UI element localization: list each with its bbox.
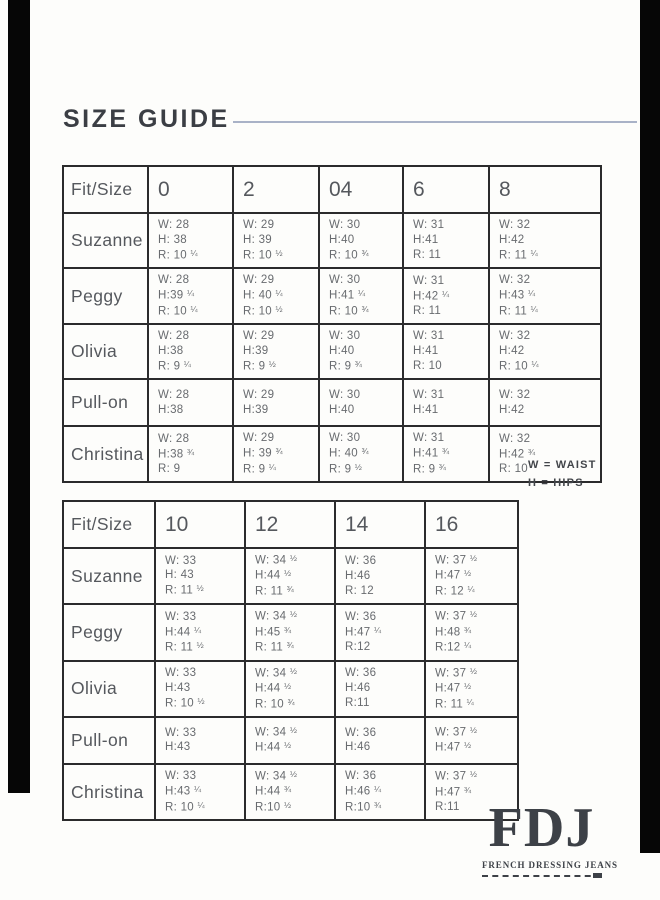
fraction-glyph: ¼ <box>467 583 475 594</box>
fraction-glyph: ¼ <box>194 624 202 635</box>
measurement-cell <box>148 324 233 379</box>
measurement-line: W: 28 <box>158 389 190 401</box>
fraction-glyph: ¾ <box>442 446 450 457</box>
measurement-line: H:41 <box>413 403 439 416</box>
measurement-line: H:42 <box>499 233 525 246</box>
brand-name: FRENCH DRESSING JEANS <box>482 860 618 871</box>
measurement-line: R: 10 $^{\frac{1}{4}}$ <box>165 799 205 814</box>
measurement-line: H:47 $^{\frac{1}{4}}$ <box>345 624 382 639</box>
measurement-line: R: 10 $^{\frac{1}{4}}$ <box>158 247 198 262</box>
measurement-line: W: 30 <box>329 219 361 231</box>
fraction-glyph: ½ <box>284 740 292 751</box>
measurement-line: H:44 $^{\frac{1}{4}}$ <box>165 624 202 638</box>
fit-name-cell: Peggy <box>63 268 148 324</box>
measurement-line: W: 32 <box>499 389 531 401</box>
measurement-line: H:42 $^{\frac{1}{4}}$ <box>413 288 450 302</box>
measurement-cell <box>245 764 335 820</box>
measurement-line: H:41 <box>413 234 439 247</box>
measurement-cell <box>403 426 489 482</box>
measurement-line: R:10 $^{\frac{1}{2}}$ <box>255 799 292 814</box>
table-row <box>63 379 601 426</box>
measurement-cell <box>233 213 319 268</box>
measurement-line: R: 12 $^{\frac{1}{4}}$ <box>435 583 475 598</box>
fraction-glyph: ½ <box>275 247 283 258</box>
fraction-glyph: ¾ <box>464 624 472 635</box>
measurement-line: R: 9 <box>158 463 181 476</box>
fraction-glyph: ½ <box>289 609 297 620</box>
measurement-line: R: 11 $^{\frac{3}{4}}$ <box>255 583 294 598</box>
measurement-line: W: 37 $^{\frac{1}{2}}$ <box>435 609 477 623</box>
measurement-line: R: 10 $^{\frac{1}{4}}$ <box>499 359 539 373</box>
measurement-line: H:40 <box>329 345 355 358</box>
measurement-line: W: 36 <box>345 667 377 680</box>
measurement-cell <box>319 268 403 324</box>
fit-name-cell: Suzanne <box>63 213 148 268</box>
fraction-glyph: ½ <box>289 768 297 779</box>
measurement-line: W: 30 <box>329 389 361 401</box>
measurement-line: R: 11 <box>413 249 442 262</box>
size-header-cell: 10 <box>155 501 245 548</box>
measurement-line: W: 31 <box>413 389 445 401</box>
measurement-cell <box>425 717 518 764</box>
measurement-line: W: 33 <box>165 770 197 783</box>
size-header-cell: 14 <box>335 501 425 548</box>
measurement-cell <box>233 324 319 379</box>
measurement-line: R: 10 $^{\frac{3}{4}}$ <box>329 247 369 262</box>
measurement-line: R: 10 $^{\frac{1}{2}}$ <box>243 303 283 318</box>
measurement-cell <box>233 426 319 482</box>
measurement-line: W: 28 <box>158 330 190 343</box>
measurement-line: H:39 <box>243 403 269 416</box>
size-table-10-16 <box>62 500 519 821</box>
fraction-glyph: ¾ <box>284 784 292 795</box>
measurement-line: R: 10 $^{\frac{3}{4}}$ <box>329 303 369 318</box>
measurement-line: W: 31 <box>413 432 445 445</box>
fit-name-cell: Christina <box>63 426 148 482</box>
measurement-line: H:42 <box>499 403 525 416</box>
header-row <box>63 166 601 213</box>
measurement-cell <box>403 213 489 268</box>
page-title: SIZE GUIDE <box>63 105 230 133</box>
measurement-line: H:47 $^{\frac{1}{2}}$ <box>435 568 472 582</box>
measurement-cell <box>335 548 425 604</box>
measurement-line: W: 34 $^{\frac{1}{2}}$ <box>255 768 297 783</box>
fraction-glyph: ¾ <box>438 461 446 472</box>
table-row <box>63 764 518 820</box>
fraction-glyph: ½ <box>275 303 283 314</box>
fraction-glyph: ½ <box>464 740 472 751</box>
measurement-line: W: 31 <box>413 219 445 232</box>
measurement-line: W: 33 <box>165 610 197 623</box>
measurement-line: H:46 $^{\frac{1}{4}}$ <box>345 784 382 798</box>
measurement-line: H:46 <box>345 741 371 754</box>
measurement-line: R: 10 $^{\frac{1}{2}}$ <box>243 247 283 262</box>
measurement-line: W: 28 <box>158 219 190 231</box>
measurement-line: H:47 $^{\frac{1}{2}}$ <box>435 681 472 695</box>
fraction-glyph: ½ <box>469 725 477 735</box>
brand-logo <box>482 797 618 877</box>
fit-name-cell: Pull-on <box>63 717 155 764</box>
size-header-cell: 04 <box>319 166 403 213</box>
measurement-line: W: 28 <box>158 274 190 287</box>
fraction-glyph: ¼ <box>530 247 538 258</box>
fraction-glyph: ¾ <box>464 784 472 795</box>
measurement-cell <box>245 717 335 764</box>
measurement-line: R:10 $^{\frac{3}{4}}$ <box>345 799 382 814</box>
measurement-line: H:43 $^{\frac{1}{4}}$ <box>165 784 202 798</box>
measurement-cell <box>403 379 489 426</box>
measurement-cell <box>233 379 319 426</box>
photo-edge-strip-right <box>640 0 660 853</box>
fraction-glyph: ¾ <box>361 247 369 258</box>
fraction-glyph: ½ <box>289 665 297 676</box>
fraction-glyph: ¾ <box>275 446 283 457</box>
measurement-line: H:38 <box>158 403 184 416</box>
measurement-line: W: 30 <box>329 330 361 343</box>
fraction-glyph: ¾ <box>374 799 382 810</box>
fraction-glyph: ½ <box>197 696 205 706</box>
measurement-line: R: 10 $^{\frac{3}{4}}$ <box>255 696 295 710</box>
measurement-line: R:12 $^{\frac{1}{4}}$ <box>435 640 472 654</box>
fit-size-header-cell: Fit/Size <box>63 501 155 548</box>
measurement-cell <box>425 548 518 604</box>
fraction-glyph: ¼ <box>197 799 205 810</box>
fraction-glyph: ¼ <box>187 288 195 299</box>
measurement-line: R: 9 $^{\frac{1}{2}}$ <box>243 359 276 373</box>
photo-edge-strip-left <box>8 0 30 793</box>
measurement-line: W: 31 <box>413 274 445 287</box>
measurement-line: H:44 $^{\frac{1}{2}}$ <box>255 740 292 754</box>
fraction-glyph: ½ <box>289 725 297 735</box>
table-row <box>63 324 601 379</box>
measurement-line: W: 36 <box>345 770 377 783</box>
measurement-line: H:41 $^{\frac{3}{4}}$ <box>413 446 450 460</box>
measurement-line: H: 39 <box>243 233 272 246</box>
measurement-cell <box>489 268 601 324</box>
measurement-line: H:41 $^{\frac{1}{4}}$ <box>329 288 366 302</box>
measurement-line: R: 9 $^{\frac{1}{4}}$ <box>158 359 191 373</box>
measurement-cell <box>489 213 601 268</box>
measurement-cell <box>319 426 403 482</box>
fit-name-cell: Suzanne <box>63 548 155 604</box>
measurement-cell <box>425 604 518 660</box>
measurement-cell <box>335 604 425 660</box>
measurement-line: W: 30 <box>329 274 361 287</box>
table-row <box>63 661 518 717</box>
measurement-line: R: 11 $^{\frac{1}{2}}$ <box>165 639 204 654</box>
measurement-line: H:42 $^{\frac{3}{4}}$ <box>499 446 536 461</box>
fraction-glyph: ¼ <box>268 461 276 472</box>
measurement-line: H:38 <box>158 345 184 358</box>
fraction-glyph: ½ <box>464 568 472 579</box>
measurement-cell <box>155 764 245 820</box>
fraction-glyph: ¼ <box>531 359 539 369</box>
measurement-line: W: 36 <box>345 610 377 623</box>
brand-monogram: FDJ <box>488 797 595 859</box>
fraction-glyph: ½ <box>354 461 362 472</box>
measurement-line: W: 32 <box>499 274 531 287</box>
fraction-glyph: ¼ <box>374 624 382 635</box>
measurement-line: W: 37 $^{\frac{1}{2}}$ <box>435 725 477 739</box>
fraction-glyph: ¾ <box>361 446 369 457</box>
fraction-glyph: ½ <box>469 665 477 676</box>
measurement-cell <box>403 268 489 324</box>
measurement-line: R: 11 $^{\frac{3}{4}}$ <box>255 640 294 654</box>
measurement-line: H:42 <box>499 345 525 358</box>
measurement-cell <box>489 324 601 379</box>
measurement-line: W: 33 <box>165 554 197 567</box>
size-header-cell: 12 <box>245 501 335 548</box>
size-header-cell: 2 <box>233 166 319 213</box>
measurement-line: H:40 <box>329 403 355 416</box>
measurement-line: W: 30 <box>329 432 361 445</box>
size-header-cell: 6 <box>403 166 489 213</box>
fraction-glyph: ¾ <box>287 696 295 707</box>
measurement-line: W: 33 <box>165 726 197 739</box>
fraction-glyph: ¾ <box>361 303 369 314</box>
measurement-cell <box>335 764 425 820</box>
measurement-line: H:44 $^{\frac{1}{2}}$ <box>255 568 292 582</box>
measurement-line: H: 39 $^{\frac{3}{4}}$ <box>243 446 283 460</box>
measurement-line: W: 28 <box>158 432 190 445</box>
measurement-line: W: 34 $^{\frac{1}{2}}$ <box>255 609 297 623</box>
size-table-0-8 <box>62 165 602 483</box>
measurement-line: W: 29 <box>243 330 275 343</box>
measurement-line: R: 9 $^{\frac{1}{4}}$ <box>243 461 276 476</box>
measurement-line: R: 10 <box>413 360 442 373</box>
measurement-line: H:46 <box>345 569 371 582</box>
measurement-line: H:41 <box>413 345 439 358</box>
measurement-line: R: 11 $^{\frac{1}{4}}$ <box>499 247 538 262</box>
fraction-glyph: ¼ <box>530 303 538 314</box>
measurement-line: H:44 $^{\frac{3}{4}}$ <box>255 784 292 798</box>
fraction-glyph: ¾ <box>187 446 195 457</box>
measurement-cell <box>319 213 403 268</box>
measurement-line: R:11 <box>435 801 460 814</box>
size-header-cell: 8 <box>489 166 601 213</box>
measurement-line: R: 9 $^{\frac{3}{4}}$ <box>413 461 446 476</box>
measurement-line: H:39 $^{\frac{1}{4}}$ <box>158 288 195 302</box>
measurement-cell <box>233 268 319 324</box>
fraction-glyph: ¾ <box>354 359 362 369</box>
measurement-line: H:43 <box>165 682 191 695</box>
fraction-glyph: ¼ <box>528 288 536 299</box>
title-divider-rule <box>233 121 637 123</box>
table-row <box>63 268 601 324</box>
measurement-line: R: 10 $^{\frac{1}{4}}$ <box>158 303 198 318</box>
measurement-line: W: 33 <box>165 667 197 680</box>
fit-size-header-cell: Fit/Size <box>63 166 148 213</box>
fraction-glyph: ½ <box>268 359 276 369</box>
measurement-line: H: 38 <box>158 233 187 246</box>
measurement-cell <box>148 213 233 268</box>
fraction-glyph: ½ <box>196 639 204 650</box>
measurement-line: R: 10 <box>499 463 528 476</box>
size-header-cell: 16 <box>425 501 518 548</box>
fraction-glyph: ½ <box>284 799 292 810</box>
fit-name-cell: Christina <box>63 764 155 820</box>
table-row <box>63 604 518 660</box>
measurement-cell <box>335 661 425 717</box>
fraction-glyph: ¼ <box>183 359 191 369</box>
measurement-line: R: 11 $^{\frac{1}{2}}$ <box>165 583 204 597</box>
fraction-glyph: ½ <box>469 609 477 620</box>
fraction-glyph: ¾ <box>286 640 294 651</box>
measurement-line: W: 29 <box>243 219 275 231</box>
measurement-cell <box>245 604 335 660</box>
measurement-line: H:44 $^{\frac{1}{2}}$ <box>255 681 292 695</box>
measurement-line: H:48 $^{\frac{3}{4}}$ <box>435 624 472 639</box>
fraction-glyph: ¼ <box>442 288 450 299</box>
measurement-line: W: 36 <box>345 554 377 567</box>
measurement-line: W: 32 <box>499 432 531 445</box>
fraction-glyph: ½ <box>284 681 292 692</box>
measurement-line: H:38 $^{\frac{3}{4}}$ <box>158 446 195 461</box>
measurement-line: H:40 <box>329 233 355 246</box>
measurement-line: H:47 $^{\frac{3}{4}}$ <box>435 784 472 799</box>
measurement-line: W: 37 $^{\frac{1}{2}}$ <box>435 769 477 783</box>
measurement-line: H: 43 <box>165 569 194 582</box>
measurement-line: R: 11 $^{\frac{1}{4}}$ <box>435 696 474 710</box>
measurement-cell <box>155 717 245 764</box>
measurement-cell <box>245 548 335 604</box>
measurement-line: H:46 <box>345 682 371 695</box>
fraction-glyph: ½ <box>284 568 292 579</box>
fit-name-cell: Olivia <box>63 324 148 379</box>
fraction-glyph: ¼ <box>464 640 472 651</box>
measurement-line: R: 9 $^{\frac{1}{2}}$ <box>329 461 362 476</box>
measurement-line: R: 10 $^{\frac{1}{2}}$ <box>165 696 205 710</box>
measurement-line: R: 9 $^{\frac{3}{4}}$ <box>329 359 362 373</box>
measurement-line: R:11 <box>345 697 370 710</box>
measurement-cell <box>155 661 245 717</box>
fraction-glyph: ½ <box>464 681 472 692</box>
fit-name-cell: Peggy <box>63 604 155 660</box>
measurement-line: W: 34 $^{\frac{1}{2}}$ <box>255 553 297 567</box>
fraction-glyph: ¼ <box>190 303 198 314</box>
measurement-line: W: 37 $^{\frac{1}{2}}$ <box>435 665 477 680</box>
measurement-cell <box>148 379 233 426</box>
measurement-line: H:39 <box>243 345 269 358</box>
brand-dashed-rule <box>482 875 601 877</box>
fraction-glyph: ¼ <box>275 288 283 299</box>
measurement-line: H: 40 $^{\frac{1}{4}}$ <box>243 288 283 302</box>
measurement-line: W: 34 $^{\frac{1}{2}}$ <box>255 665 297 680</box>
measurement-cell <box>319 324 403 379</box>
table-row <box>63 426 601 482</box>
measurement-cell <box>489 379 601 426</box>
measurement-line: R: 11 $^{\frac{1}{4}}$ <box>499 303 538 318</box>
header-row <box>63 501 518 548</box>
size-header-cell: 0 <box>148 166 233 213</box>
measurement-line: H:45 $^{\frac{3}{4}}$ <box>255 624 292 639</box>
measurement-line: R: 12 <box>345 584 374 597</box>
fraction-glyph: ¾ <box>286 583 294 594</box>
measurement-cell <box>335 717 425 764</box>
fraction-glyph: ¾ <box>284 624 292 635</box>
measurement-line: W: 34 $^{\frac{1}{2}}$ <box>255 725 297 739</box>
measurement-line: H:43 $^{\frac{1}{4}}$ <box>499 288 536 302</box>
table-row <box>63 717 518 764</box>
measurement-line: W: 31 <box>413 330 445 343</box>
fraction-glyph: ½ <box>289 553 297 563</box>
measurement-cell <box>319 379 403 426</box>
measurement-line: W: 29 <box>243 432 275 445</box>
measurement-cell <box>425 661 518 717</box>
measurement-line: H:47 $^{\frac{1}{2}}$ <box>435 740 472 754</box>
measurement-line: W: 29 <box>243 274 275 287</box>
measurement-legend <box>528 457 597 492</box>
fraction-glyph: ¼ <box>190 247 198 258</box>
measurement-line: W: 32 <box>499 219 531 231</box>
measurement-line: H: 40 $^{\frac{3}{4}}$ <box>329 446 369 460</box>
measurement-cell <box>148 268 233 324</box>
measurement-line: W: 32 <box>499 330 531 343</box>
fit-name-cell: Pull-on <box>63 379 148 426</box>
fraction-glyph: ¼ <box>466 696 474 707</box>
measurement-line: W: 37 $^{\frac{1}{2}}$ <box>435 553 477 567</box>
measurement-line: R: 11 <box>413 304 442 317</box>
fraction-glyph: ¼ <box>358 288 366 299</box>
measurement-line: H:43 <box>165 741 191 754</box>
fraction-glyph: ¼ <box>374 784 382 795</box>
measurement-cell <box>148 426 233 482</box>
fraction-glyph: ½ <box>469 553 477 563</box>
fraction-glyph: ½ <box>196 583 204 594</box>
legend-waist: W = WAIST <box>528 459 597 471</box>
measurement-line: W: 29 <box>243 389 275 401</box>
measurement-cell <box>155 548 245 604</box>
measurement-cell <box>245 661 335 717</box>
table-row <box>63 548 518 604</box>
table-row <box>63 213 601 268</box>
measurement-cell <box>403 324 489 379</box>
measurement-line: W: 36 <box>345 726 377 739</box>
legend-hips: H = HIPS <box>528 476 584 489</box>
measurement-cell <box>155 604 245 660</box>
fraction-glyph: ¼ <box>194 784 202 795</box>
fraction-glyph: ¾ <box>528 446 536 457</box>
fraction-glyph: ½ <box>469 769 477 780</box>
measurement-line: R:12 <box>345 641 371 654</box>
fit-name-cell: Olivia <box>63 661 155 717</box>
